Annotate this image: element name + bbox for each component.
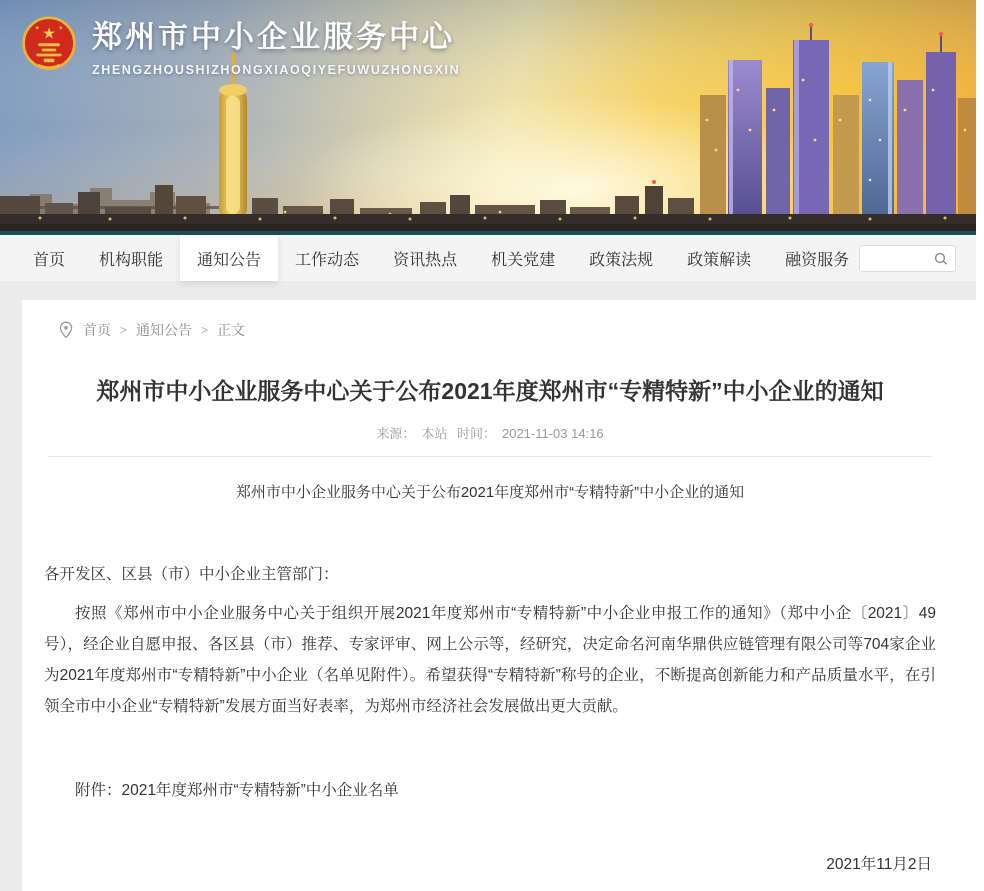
svg-text:★: ★ bbox=[34, 25, 40, 32]
location-pin-icon bbox=[58, 321, 74, 339]
search-input[interactable] bbox=[867, 252, 934, 266]
meta-time-label: 时间： bbox=[456, 425, 496, 441]
breadcrumb-separator: > bbox=[201, 323, 209, 337]
nav-item-functions[interactable]: 机构职能 bbox=[99, 251, 164, 269]
nav-item-notices[interactable]: 通知公告 bbox=[180, 235, 278, 281]
site-brand[interactable] bbox=[20, 12, 460, 77]
scrollbar-track[interactable] bbox=[976, 0, 984, 891]
article-meta bbox=[44, 423, 936, 442]
search-icon[interactable] bbox=[934, 252, 948, 266]
breadcrumb-current: 正文 bbox=[217, 322, 246, 338]
nav-item-policy-interpretation[interactable]: 政策解读 bbox=[687, 251, 752, 269]
meta-time-value: 2021-11-03 14:16 bbox=[501, 425, 604, 441]
nav-item-news-hotspots[interactable]: 资讯热点 bbox=[393, 251, 458, 269]
nav-item-work-dynamics[interactable]: 工作动态 bbox=[295, 251, 360, 269]
breadcrumb-notices[interactable]: 通知公告 bbox=[136, 322, 193, 338]
nav-item-policies-regulations[interactable]: 政策法规 bbox=[589, 251, 654, 269]
site-title: 郑州市中小企业服务中心 bbox=[92, 21, 455, 54]
main-nav bbox=[0, 235, 984, 281]
nav-item-party-building[interactable]: 机关党建 bbox=[491, 251, 556, 269]
search-box[interactable] bbox=[859, 245, 956, 272]
brand-text bbox=[92, 12, 460, 77]
article-date: 2021年11月2日 bbox=[826, 855, 932, 873]
article-title: 郑州市中小企业服务中心关于公布2021年度郑州市“专精特新”中小企业的通知 bbox=[96, 378, 884, 404]
breadcrumb-home[interactable]: 首页 bbox=[83, 322, 111, 338]
site-header bbox=[0, 0, 984, 231]
article-attachment: 附件：2021年度郑州市“专精特新”中小企业名单 bbox=[75, 781, 399, 799]
breadcrumb bbox=[44, 320, 936, 340]
nav-item-financing-services[interactable]: 融资服务 bbox=[785, 251, 850, 269]
nav-item-home[interactable]: 首页 bbox=[33, 251, 66, 269]
article-subtitle: 郑州市中小企业服务中心关于公布2021年度郑州市“专精特新”中小企业的通知 bbox=[235, 483, 745, 501]
article-salutation: 各开发区、区县（市）中小企业主管部门： bbox=[44, 565, 339, 583]
svg-text:★: ★ bbox=[58, 25, 64, 32]
meta-source-label: 来源： bbox=[376, 425, 416, 441]
article-card bbox=[22, 300, 984, 891]
article-body-paragraph: 按照《郑州市中小企业服务中心关于组织开展2021年度郑州市“专精特新”中小企业申报工作的通知》（郑中小企〔2021〕49号），经企业自愿申报、各区县（市）推荐、专家评审、网上公示等，经研究，决定命名河南华鼎供应链管理有限公司等704家企业为2021年度郑州市“专精特新”中小企业（名单见附件）。希望获得“专精特新”称号的企业，不断提高创新能力和产品质量水平，在引领全市中小企业“专精特新”发展方面当好表率，为郑州市经济社会发展做出更大贡献。 bbox=[44, 604, 936, 715]
national-emblem-icon bbox=[20, 13, 78, 77]
breadcrumb-separator: > bbox=[120, 323, 128, 337]
meta-source-value: 本站 bbox=[421, 425, 448, 441]
site-subtitle: ZHENGZHOUSHIZHONGXIAOQIYEFUWUZHONGXIN bbox=[92, 63, 461, 77]
meta-divider bbox=[48, 456, 932, 457]
svg-text:★: ★ bbox=[42, 25, 56, 43]
